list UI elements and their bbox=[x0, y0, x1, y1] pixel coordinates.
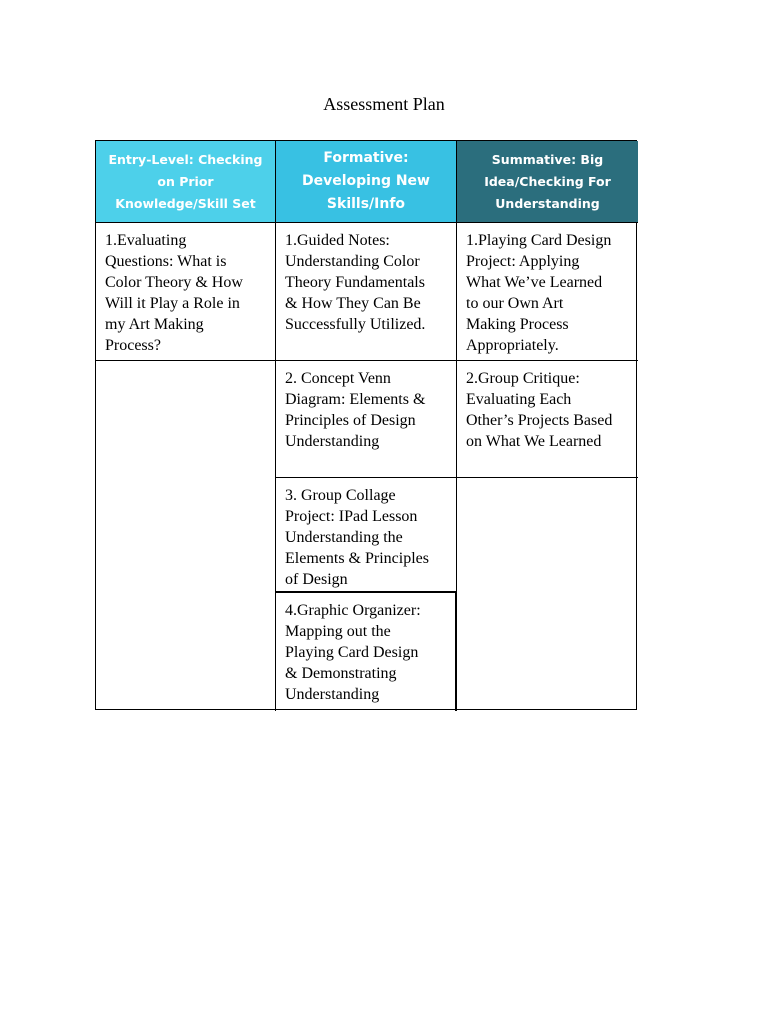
cell-line: 2. Concept Venn bbox=[285, 370, 391, 387]
cell-line: of Design bbox=[285, 571, 348, 588]
document-title: Assessment Plan bbox=[323, 94, 445, 114]
cell-line: Appropriately. bbox=[466, 337, 559, 354]
summative-cell-empty bbox=[456, 478, 638, 711]
header-summative-line: Idea/Checking For bbox=[484, 173, 611, 189]
header-formative-line: Formative: bbox=[323, 150, 409, 166]
entry-cell-empty bbox=[96, 361, 276, 711]
summative-cell-2 bbox=[457, 361, 638, 478]
cell-line: Theory Fundamentals bbox=[285, 274, 425, 291]
header-formative-line: Developing New bbox=[302, 173, 430, 189]
cell-line: Color Theory & How bbox=[105, 274, 243, 291]
formative-cell-4 bbox=[276, 593, 457, 711]
cell-line: 4.Graphic Organizer: bbox=[285, 602, 421, 619]
cell-line: What We’ve Learned bbox=[466, 274, 603, 291]
header-entry-line: Knowledge/Skill Set bbox=[115, 195, 256, 211]
header-summative-line: Summative: Big bbox=[491, 151, 604, 167]
assessment-table bbox=[95, 140, 637, 710]
header-summative-line: Understanding bbox=[495, 195, 600, 211]
cell-line: Principles of Design bbox=[285, 412, 416, 429]
cell-line: Making Process bbox=[466, 316, 569, 333]
cell-line: Evaluating Each bbox=[466, 391, 572, 408]
cell-line: 1.Guided Notes: bbox=[285, 232, 390, 249]
header-entry-line: Entry-Level: Checking bbox=[108, 151, 263, 167]
cell-line: Playing Card Design bbox=[285, 644, 419, 661]
cell-line: & How They Can Be bbox=[285, 295, 421, 312]
summative-cell-1 bbox=[457, 223, 638, 361]
cell-line: Understanding bbox=[285, 433, 380, 450]
cell-line: my Art Making bbox=[105, 316, 204, 333]
header-entry-level bbox=[96, 141, 276, 223]
cell-line: Project: IPad Lesson bbox=[285, 508, 418, 525]
cell-line: Understanding Color bbox=[285, 253, 420, 270]
entry-cell-1 bbox=[96, 223, 276, 361]
cell-line: Questions: What is bbox=[105, 253, 227, 270]
formative-cell-2 bbox=[276, 361, 457, 478]
cell-line: & Demonstrating bbox=[285, 665, 397, 682]
formative-cell-1 bbox=[276, 223, 457, 361]
header-formative bbox=[276, 141, 457, 223]
cell-line: Will it Play a Role in bbox=[105, 295, 240, 312]
header-formative-line: Skills/Info bbox=[326, 196, 406, 212]
cell-line: Elements & Principles bbox=[285, 550, 429, 567]
cell-line: to our Own Art bbox=[466, 295, 564, 312]
cell-line: Other’s Projects Based bbox=[466, 412, 613, 429]
cell-line: on What We Learned bbox=[466, 433, 602, 450]
cell-line: 1.Playing Card Design bbox=[466, 232, 612, 249]
cell-line: 1.Evaluating bbox=[105, 232, 187, 249]
header-entry-line: on Prior bbox=[157, 173, 214, 189]
cell-line: 3. Group Collage bbox=[285, 487, 396, 504]
cell-line: Understanding bbox=[285, 686, 380, 703]
cell-line: Understanding the bbox=[285, 529, 403, 546]
cell-line: Mapping out the bbox=[285, 623, 391, 640]
cell-line: Diagram: Elements & bbox=[285, 391, 426, 408]
cell-line: Successfully Utilized. bbox=[285, 316, 426, 333]
header-summative bbox=[457, 141, 638, 223]
formative-cell-3 bbox=[276, 478, 457, 593]
cell-line: 2.Group Critique: bbox=[466, 370, 580, 387]
cell-line: Project: Applying bbox=[466, 253, 580, 270]
cell-line: Process? bbox=[105, 337, 161, 354]
